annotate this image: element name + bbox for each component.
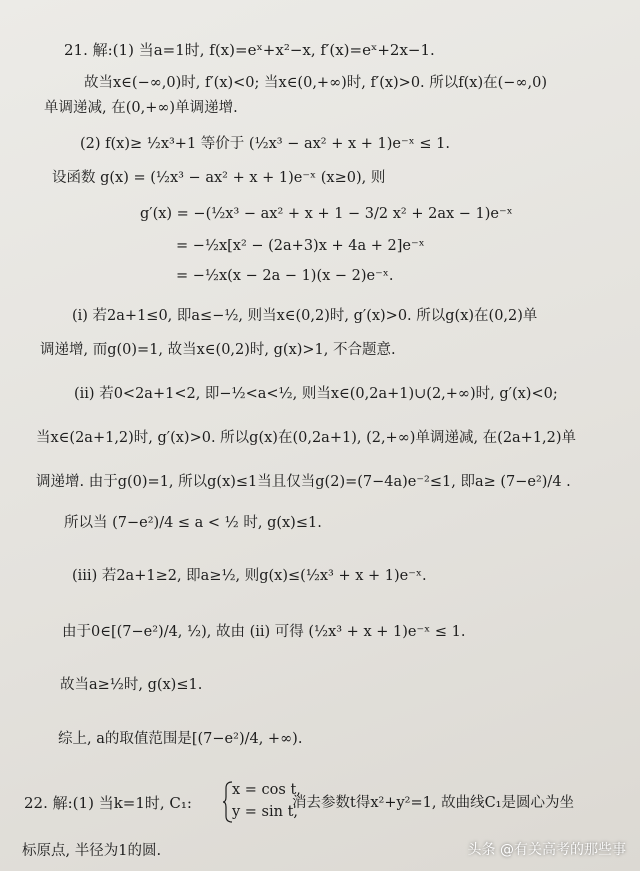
p21-line-10: 调递增, 而g(0)=1, 故当x∈(0,2)时, g(x)>1, 不合题意. bbox=[40, 342, 396, 358]
p22-line-2: 标原点, 半径为1的圆. bbox=[22, 843, 162, 859]
p21-line-9: (ⅰ) 若2a+1≤0, 即a≤−½, 则当x∈(0,2)时, g′(x)>0. 所以g(x)在(0,2)单 bbox=[72, 308, 538, 324]
p21-line-6: g′(x) = −(½x³ − ax² + x + 1 − 3/2 x² + 2ax − 1)e⁻ˣ bbox=[140, 206, 513, 222]
p22-system-eq-2: y = sin t, bbox=[232, 804, 299, 820]
p21-line-4: (2) f(x)≥ ½x³+1 等价于 (½x³ − ax² + x + 1)e⁻ˣ ≤ 1. bbox=[80, 136, 450, 152]
p21-line-11: (ⅱ) 若0<2a+1<2, 即−½<a<½, 则当x∈(0,2a+1)∪(2,+∞)时, g′(x)<0; bbox=[74, 386, 558, 402]
p21-line-8: = −½x(x − 2a − 1)(x − 2)e⁻ˣ. bbox=[176, 268, 394, 284]
p21-line-3: 单调递减, 在(0,+∞)单调递增. bbox=[44, 100, 238, 116]
watermark-text: 头条 @有关高考的那些事 bbox=[467, 842, 626, 858]
p21-line-14: 所以当 (7−e²)/4 ≤ a < ½ 时, g(x)≤1. bbox=[64, 515, 322, 531]
p21-line-13: 调递增. 由于g(0)=1, 所以g(x)≤1当且仅当g(2)=(7−4a)e⁻²≤1, 即a≥ (7−e²)/4 . bbox=[36, 474, 571, 490]
p21-line-7: = −½x[x² − (2a+3)x + 4a + 2]e⁻ˣ bbox=[176, 238, 425, 254]
p21-line-1: 21. 解:(1) 当a=1时, f(x)=eˣ+x²−x, f′(x)=eˣ+2x−1. bbox=[64, 41, 435, 59]
p21-line-5: 设函数 g(x) = (½x³ − ax² + x + 1)e⁻ˣ (x≥0), 则 bbox=[52, 170, 386, 186]
p21-line-2: 故当x∈(−∞,0)时, f′(x)<0; 当x∈(0,+∞)时, f′(x)>0. 所以f(x)在(−∞,0) bbox=[84, 75, 548, 91]
p22-line-1-end: 消去参数t得x²+y²=1, 故曲线C₁是圆心为坐 bbox=[292, 795, 574, 811]
p22-line-1-start: 22. 解:(1) 当k=1时, C₁: bbox=[24, 794, 192, 812]
p21-line-18: 综上, a的取值范围是[(7−e²)/4, +∞). bbox=[58, 731, 303, 747]
p21-line-16: 由于0∈[(7−e²)/4, ½), 故由 (ⅱ) 可得 (½x³ + x + 1)e⁻ˣ ≤ 1. bbox=[62, 624, 466, 640]
p21-line-17: 故当a≥½时, g(x)≤1. bbox=[60, 677, 203, 693]
p22-system-eq-1: x = cos t, bbox=[232, 782, 301, 798]
p21-line-15: (ⅲ) 若2a+1≥2, 即a≥½, 则g(x)≤(½x³ + x + 1)e⁻ˣ. bbox=[72, 568, 427, 584]
p21-line-12: 当x∈(2a+1,2)时, g′(x)>0. 所以g(x)在(0,2a+1), (2,+∞)单调递减, 在(2a+1,2)单 bbox=[36, 430, 577, 446]
